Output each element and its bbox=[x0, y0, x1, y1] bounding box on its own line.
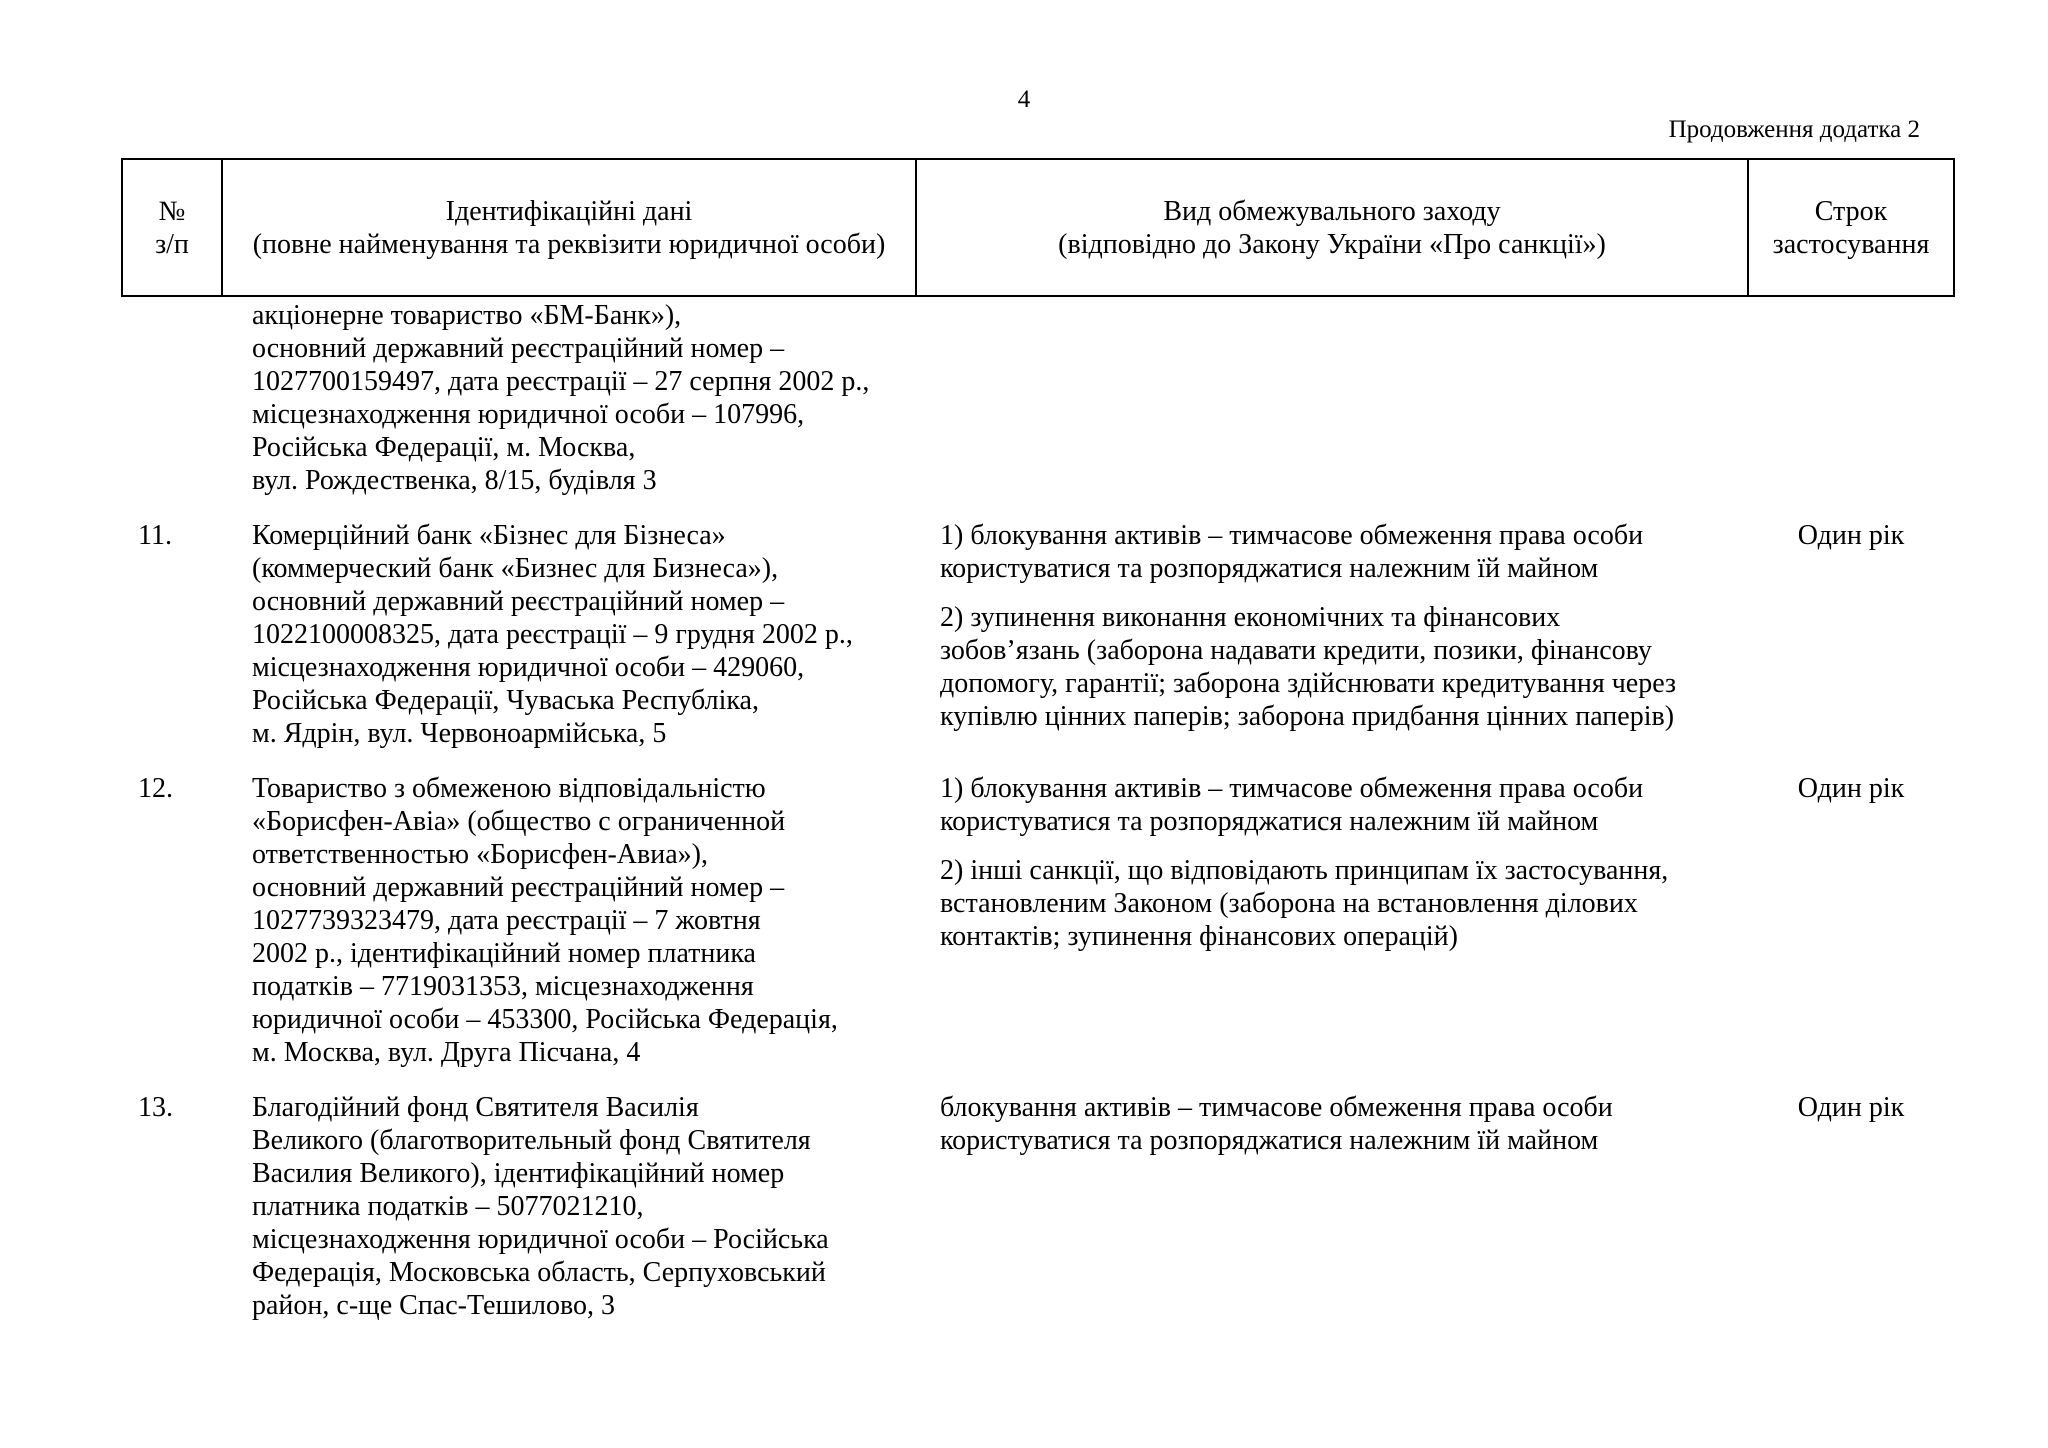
row-number: 13. bbox=[138, 1092, 173, 1123]
identification-line: Комерційний банк «Бізнес для Бізнеса» bbox=[252, 520, 726, 551]
identification-line: основний державний реєстраційний номер – bbox=[252, 333, 785, 364]
table-row bbox=[122, 296, 1954, 497]
measure-item bbox=[940, 1091, 1740, 1157]
identification-line: юридичної особи – 453300, Російська Федерація, bbox=[252, 1004, 838, 1035]
identification-line: Російська Федерації, Чуваська Республіка, bbox=[252, 685, 759, 716]
header-line: (повне найменування та реквізити юридичної особи) bbox=[252, 228, 886, 260]
measure-line: користуватися та розпоряджатися належним їй майном bbox=[940, 553, 1599, 584]
identification-line: основний державний реєстраційний номер – bbox=[252, 586, 785, 617]
term-cell: Один рік bbox=[1797, 773, 1905, 804]
identification-line: акціонерне товариство «БМ-Банк»), bbox=[252, 300, 682, 331]
page-number: 4 bbox=[1017, 86, 1031, 113]
identification-line: м. Москва, вул. Друга Пісчана, 4 bbox=[252, 1037, 641, 1068]
identification-line: Благодійний фонд Святителя Василія bbox=[252, 1092, 699, 1123]
term-cell: Один рік bbox=[1797, 520, 1905, 551]
measure-cell bbox=[916, 750, 1748, 1069]
measure-line: 2) зупинення виконання економічних та фінансових bbox=[940, 602, 1561, 633]
identification-cell bbox=[222, 750, 916, 1069]
measure-line: 1) блокування активів – тимчасове обмеження права особи bbox=[940, 520, 1644, 551]
identification-line: основний державний реєстраційний номер – bbox=[252, 872, 785, 903]
measure-line: встановленим Законом (заборона на встановлення ділових bbox=[940, 888, 1638, 919]
row-number: 11. bbox=[138, 520, 172, 551]
header-line: Строк bbox=[1814, 195, 1888, 227]
identification-line: місцезнаходження юридичної особи – 429060, bbox=[252, 652, 805, 683]
measure-line: 2) інші санкції, що відповідають принципам їх застосування, bbox=[940, 855, 1669, 886]
header-no bbox=[122, 159, 222, 296]
identification-line: місцезнаходження юридичної особи – 107996, bbox=[252, 399, 805, 430]
identification-line: податків – 7719031353, місцезнаходження bbox=[252, 971, 754, 1002]
identification-line: м. Ядрін, вул. Червоноармійська, 5 bbox=[252, 718, 667, 749]
measure-item bbox=[940, 772, 1740, 838]
identification-cell bbox=[222, 497, 916, 750]
header-line: Вид обмежувального заходу bbox=[1163, 195, 1501, 227]
header-line: № bbox=[158, 195, 186, 227]
identification-line: 1027700159497, дата реєстрації – 27 серпня 2002 р., bbox=[252, 366, 870, 397]
header-line: з/п bbox=[155, 228, 189, 260]
table-row bbox=[122, 750, 1954, 1069]
header-term bbox=[1748, 159, 1954, 296]
identification-line: Федерація, Московська область, Серпуховський bbox=[252, 1257, 826, 1288]
appendix-continuation-label: Продовження додатка 2 bbox=[1668, 116, 1920, 143]
identification-line: Товариство з обмеженою відповідальністю bbox=[252, 773, 766, 804]
identification-line: «Борисфен-Авіа» (общество с ограниченной bbox=[252, 806, 786, 837]
identification-line: 1022100008325, дата реєстрації – 9 грудня 2002 р., bbox=[252, 619, 853, 650]
measure-line: контактів; зупинення фінансових операцій) bbox=[940, 921, 1458, 952]
identification-cell bbox=[222, 1069, 916, 1322]
measure-item bbox=[940, 519, 1740, 585]
identification-line: 2002 р., ідентифікаційний номер платника bbox=[252, 938, 756, 969]
term-cell bbox=[1748, 296, 1954, 497]
identification-line: місцезнаходження юридичної особи – Російська bbox=[252, 1224, 829, 1255]
measure-cell bbox=[916, 497, 1748, 750]
table-row bbox=[122, 497, 1954, 750]
measure-line: користуватися та розпоряджатися належним їй майном bbox=[940, 1125, 1599, 1156]
table-row bbox=[122, 1069, 1954, 1322]
measure-cell bbox=[916, 296, 1748, 497]
measure-item bbox=[940, 601, 1740, 733]
header-line: застосування bbox=[1772, 228, 1930, 260]
header-line: Ідентифікаційні дані bbox=[445, 195, 693, 227]
identification-line: (коммерческий банк «Бизнес для Бизнеса»), bbox=[252, 553, 779, 584]
measure-line: купівлю цінних паперів; заборона придбання цінних паперів) bbox=[940, 701, 1675, 732]
measure-line: зобов’язань (заборона надавати кредити, позики, фінансову bbox=[940, 635, 1652, 666]
measure-line: користуватися та розпоряджатися належним їй майном bbox=[940, 806, 1599, 837]
measure-line: блокування активів – тимчасове обмеження права особи bbox=[940, 1092, 1613, 1123]
header-identification bbox=[222, 159, 916, 296]
header-measure bbox=[916, 159, 1748, 296]
identification-cell bbox=[222, 296, 916, 497]
identification-line: вул. Рождественка, 8/15, будівля 3 bbox=[252, 465, 657, 496]
measure-cell bbox=[916, 1069, 1748, 1322]
row-number bbox=[122, 296, 222, 497]
table-header-row bbox=[122, 159, 1954, 296]
measure-line: допомогу, гарантії; заборона здійснювати кредитування через bbox=[940, 668, 1677, 699]
term-cell: Один рік bbox=[1797, 1092, 1905, 1123]
header-line: (відповідно до Закону України «Про санкції») bbox=[1058, 228, 1606, 260]
identification-line: ответственностью «Борисфен-Авиа»), bbox=[252, 839, 708, 870]
identification-line: платника податків – 5077021210, bbox=[252, 1191, 644, 1222]
identification-line: Василия Великого), ідентифікаційний номер bbox=[252, 1158, 785, 1189]
identification-line: район, с-ще Спас-Тешилово, 3 bbox=[252, 1290, 615, 1321]
sanctions-table bbox=[121, 158, 1955, 1322]
row-number: 12. bbox=[138, 773, 173, 804]
identification-line: 1027739323479, дата реєстрації – 7 жовтня bbox=[252, 905, 761, 936]
measure-line: 1) блокування активів – тимчасове обмеження права особи bbox=[940, 773, 1644, 804]
identification-line: Великого (благотворительный фонд Святителя bbox=[252, 1125, 811, 1156]
identification-line: Російська Федерації, м. Москва, bbox=[252, 432, 636, 463]
table-body bbox=[122, 296, 1954, 1322]
measure-item bbox=[940, 854, 1740, 953]
